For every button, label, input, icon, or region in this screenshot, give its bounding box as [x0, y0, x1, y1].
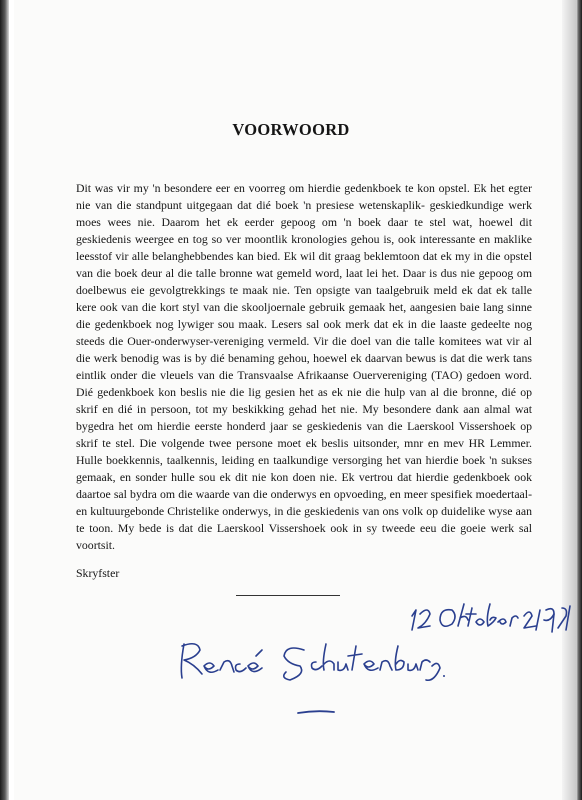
signature-rule	[236, 595, 340, 596]
handwritten-signature	[176, 636, 446, 684]
page-title: VOORWOORD	[232, 120, 350, 139]
author-signoff: Skryfster	[76, 566, 120, 580]
signature-flourish	[296, 708, 336, 716]
handwritten-date	[406, 596, 574, 636]
body-paragraph: Dit was vir my 'n besondere eer en voorreg om hierdie gedenkboek te kon opstel. Ek het egter nie van die standpunt uitgegaan dat dié boek 'n presiese wetenskaplik- geskiedkundige werk moes wees nie. Daarom het ek eerder gepoog om 'n boek daar te stel wat, hoewel dit geskiedenis weergee en tog so ver moontlik kronologies gehou is, ook interessante en maklike leesstof vir alle belanghebbendes kan bied. Ek wil dit graag beklemtoon dat ek my in die opstel van die boek deur al die talle bronne wat gemeld word, laat lei het. Daar is dus nie gepoog om doelbewus eie gevolgtrekkings te maak nie. Ten opsigte van taalgebruik meld ek dat ek talle kere ook van die kort styl van die skooljoernale gebruik gemaak het, aangesien baie lang sinne die gedenkboek nog lywiger sou maak. Lesers sal ook merk dat ek in die laaste gedeelte nog steeds die Ouer-onderwyser-vereniging vermeld. Vir die doel van die talle komitees wat vir al die werk benodig was is by dié benaming gehou, hoewel ek daarvan bewus is dat die werk tans eintlik onder die vleuels van die Transvaalse Afrikaanse Ouervereniging (TAO) gedoen word. Dié gedenkboek kon beslis nie die lig gesien het as ek nie die hulp van al die bronne, dié op skrif en dié in persoon, tot my beskikking gehad het nie. My besondere dank aan almal wat bygedra het om hierdie eerste honderd jaar se geskiedenis van die Laerskool Vissershoek op skrif te stel. Die volgende twee persone moet ek beslis uitsonder, mnr en mev HR Lemmer. Hulle boekkennis, taalkennis, leiding en taalkundige versorging het van hierdie boek 'n sukses gemaak, en sonder hulle sou ek dit nie kon doen nie. Ek vertrou dat hierdie gedenkboek ook daartoe sal bydra om die waarde van die onderwys en opvoeding, en meer spesifiek moedertaal- en kultuurgebonde Christelike onderwys, in die geskiedenis van ons volk op duidelike wyse aan te toon. My bede is dat die Laerskool Vissershoek ook in sy tweede eeu die goeie werk sal voortsit.	[76, 181, 532, 552]
